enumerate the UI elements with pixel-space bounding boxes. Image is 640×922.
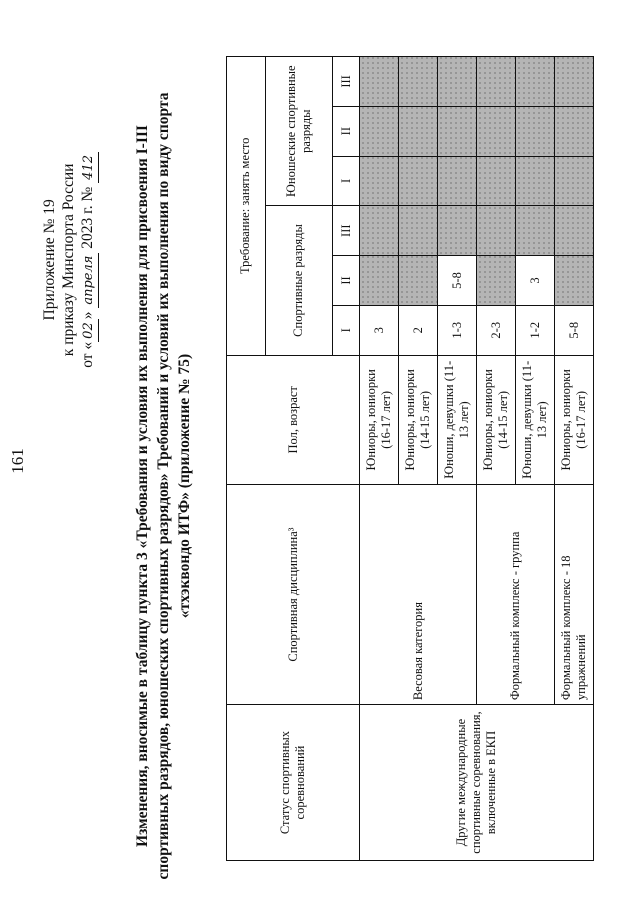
shaded-cell [477, 256, 516, 306]
shaded-cell [555, 256, 594, 306]
handwritten-month: апреля [79, 253, 99, 308]
header-youth-rank-ii: II [333, 106, 360, 156]
shaded-cell [477, 206, 516, 256]
handwritten-number: 412 [79, 152, 99, 183]
age-cell: Юниоры, юниорки (16-17 лет) [555, 355, 594, 484]
sport-rank-1: 1-3 [438, 305, 477, 355]
sport-rank-2: 5-8 [438, 256, 477, 306]
sport-rank-2: 3 [516, 256, 555, 306]
shaded-cell [399, 57, 438, 107]
header-rank-i: I [333, 305, 360, 355]
requirements-table [226, 56, 594, 861]
sport-rank-1: 2 [399, 305, 438, 355]
age-cell: Юноши, девушки (11-13 лет) [438, 355, 477, 484]
appendix-title: Приложение № 19 [41, 199, 58, 321]
header-status: Статус спортивных соревнований [227, 705, 360, 861]
heading-line-2: спортивных разрядов, юношеских спортивных разрядов» Требований и условий их выполнения по виду спорта [155, 92, 172, 880]
shaded-cell [438, 206, 477, 256]
handwritten-day: 02 [79, 319, 99, 342]
shaded-cell [360, 256, 399, 306]
shaded-cell [360, 206, 399, 256]
shaded-cell [360, 156, 399, 206]
shaded-cell [399, 256, 438, 306]
header-youth-ranks: Юношеские спортивные разряды [265, 57, 332, 206]
status-cell: Другие международные спортивные соревнования, включенные в ЕКП [360, 705, 594, 861]
appendix-order: к приказу Минспорта России [60, 163, 77, 357]
shaded-cell [477, 57, 516, 107]
heading-line-3: «тхэквондо ИТФ» (приложение № 75) [176, 353, 193, 619]
sport-rank-1: 1-2 [516, 305, 555, 355]
shaded-cell [477, 156, 516, 206]
age-cell: Юниоры, юниорки (14-15 лет) [477, 355, 516, 484]
discipline-weight: Весовая категория [360, 485, 477, 705]
header-discipline: Спортивная дисциплина³ [227, 485, 360, 705]
shaded-cell [555, 156, 594, 206]
age-cell: Юниоры, юниорки (14-15 лет) [399, 355, 438, 484]
header-rank-ii: II [333, 256, 360, 306]
appendix-date: от «02» апреля 2023 г. № 412 [78, 152, 99, 368]
shaded-cell [516, 156, 555, 206]
shaded-cell [516, 57, 555, 107]
page-number: 161 [8, 448, 27, 474]
sport-rank-1: 5-8 [555, 305, 594, 355]
shaded-cell [555, 57, 594, 107]
sport-rank-1: 3 [360, 305, 399, 355]
shaded-cell [516, 106, 555, 156]
appendix-block [40, 152, 99, 368]
shaded-cell [399, 156, 438, 206]
document-heading [132, 86, 195, 886]
header-rank-iii: III [333, 206, 360, 256]
shaded-cell [399, 206, 438, 256]
discipline-18: Формальный комплекс - 18 упражнений [555, 485, 594, 705]
discipline-group: Формальный комплекс - группа [477, 485, 555, 705]
shaded-cell [360, 106, 399, 156]
header-requirement: Требование: занять место [227, 57, 266, 356]
sport-rank-1: 2-3 [477, 305, 516, 355]
shaded-cell [555, 206, 594, 256]
header-youth-rank-i: I [333, 156, 360, 206]
header-youth-rank-iii: III [333, 57, 360, 107]
age-cell: Юноши, девушки (11-13 лет) [516, 355, 555, 484]
shaded-cell [555, 106, 594, 156]
shaded-cell [438, 106, 477, 156]
shaded-cell [516, 206, 555, 256]
table-row [360, 57, 399, 861]
heading-line-1: Изменения, вносимые в таблицу пункта 3 «Требования и условия их выполнения для присвоения I-III [134, 125, 151, 847]
header-age: Пол, возраст [227, 355, 360, 484]
age-cell: Юниоры, юниорки (16-17 лет) [360, 355, 399, 484]
shaded-cell [360, 57, 399, 107]
header-sport-ranks: Спортивные разряды [265, 206, 332, 355]
shaded-cell [438, 156, 477, 206]
shaded-cell [438, 57, 477, 107]
shaded-cell [399, 106, 438, 156]
shaded-cell [477, 106, 516, 156]
